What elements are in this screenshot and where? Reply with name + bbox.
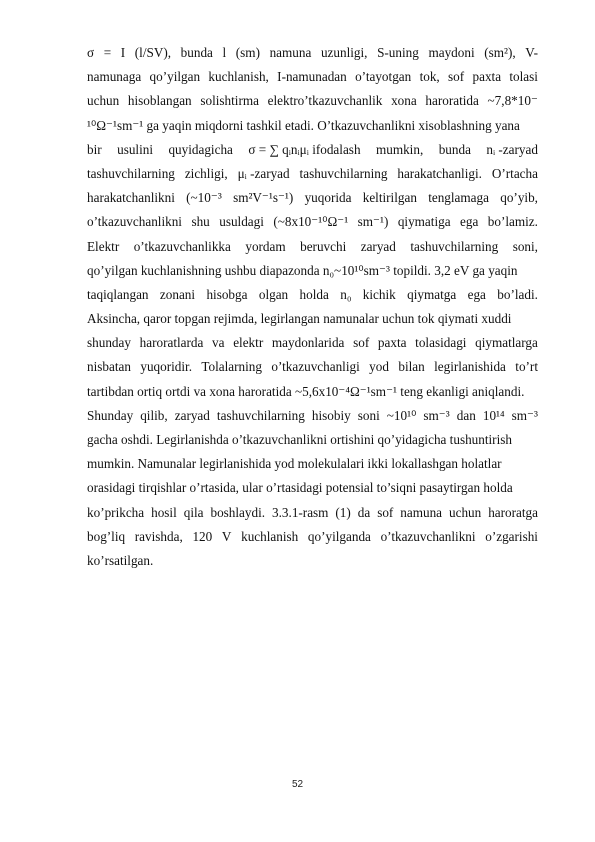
word: mumkin, bbox=[375, 141, 424, 157]
word: maydoni bbox=[428, 45, 475, 60]
word: o’zgarishi bbox=[485, 528, 538, 544]
text-line bbox=[87, 138, 538, 162]
word: namuna bbox=[400, 504, 443, 520]
word: boshlaydi. bbox=[210, 504, 266, 520]
word: qo’yilgan kuchlanishning ushbu diapazonda n₀~10¹⁰sm⁻³ topildi. 3,2 eV ga yaqin bbox=[87, 262, 518, 278]
word: gacha oshdi. Legirlanishda o’tkazuvchanlikni ortishini qo’yidagicha tushuntirish bbox=[87, 432, 512, 447]
word: tashuvchilarning bbox=[410, 238, 499, 254]
word: qiymatga bbox=[407, 286, 457, 302]
word: n₀ bbox=[340, 286, 352, 302]
word: (sm²), bbox=[484, 45, 516, 60]
word: Aksincha, qaror topgan rejimda, legirlangan namunalar uchun tok qiymati xuddi bbox=[87, 311, 512, 327]
word: 120 bbox=[192, 528, 213, 544]
word: qila bbox=[183, 504, 204, 520]
word: Tolalarning bbox=[201, 359, 262, 375]
text-line bbox=[87, 186, 538, 210]
word: hosil bbox=[151, 504, 177, 520]
word: soni, bbox=[512, 238, 538, 254]
word: (~10⁻³ bbox=[186, 190, 222, 206]
word: nᵢ -zaryad bbox=[486, 141, 538, 157]
word: keltirilgan bbox=[362, 190, 417, 206]
word: I bbox=[120, 45, 126, 60]
word: uchun bbox=[449, 504, 482, 520]
text-line bbox=[87, 114, 538, 138]
page-number: 52 bbox=[291, 779, 304, 790]
word: maydonlarida bbox=[271, 335, 345, 351]
text-line bbox=[87, 380, 538, 404]
word: tashuvchilarning bbox=[87, 165, 175, 181]
word: 3.3.1-rasm bbox=[272, 504, 329, 520]
text-line bbox=[87, 235, 538, 259]
word: V- bbox=[525, 45, 538, 60]
word: zaryad bbox=[360, 238, 396, 254]
word: hisoblangan bbox=[127, 93, 192, 109]
text-line bbox=[87, 476, 538, 500]
word: tashuvchilarning bbox=[216, 407, 305, 423]
word: Shunday bbox=[87, 407, 134, 423]
word: (1) bbox=[335, 504, 351, 520]
text-line bbox=[87, 525, 538, 549]
word: beruvchi bbox=[300, 238, 347, 254]
word: tashuvchilarning bbox=[299, 165, 388, 181]
word: σ bbox=[87, 45, 95, 60]
word: sof bbox=[353, 335, 370, 351]
word: 10¹⁴ bbox=[482, 407, 505, 423]
word: zichligi, bbox=[184, 165, 228, 181]
word: ega bbox=[467, 286, 486, 302]
text-line bbox=[87, 283, 538, 307]
word: yuqoridir. bbox=[140, 359, 192, 375]
text-line bbox=[87, 307, 538, 331]
word: o’tkazuvchanlikni bbox=[380, 528, 476, 544]
word: uchun bbox=[87, 93, 120, 109]
text-line bbox=[87, 331, 538, 355]
word: Elektr bbox=[87, 238, 120, 254]
word: μᵢ -zaryad bbox=[237, 165, 290, 181]
word: quyidagicha bbox=[168, 141, 233, 157]
text-line bbox=[87, 549, 538, 573]
text-line bbox=[87, 41, 538, 65]
word: tenglamaga bbox=[428, 190, 489, 206]
word: bir bbox=[87, 141, 102, 157]
word: o’tayotgan bbox=[355, 69, 412, 85]
word: qo’yilganda bbox=[307, 528, 371, 544]
word: qiymatiga bbox=[397, 214, 451, 230]
body-paragraph bbox=[87, 41, 538, 573]
word: I-namunadan bbox=[277, 69, 347, 85]
word: haroratga bbox=[488, 504, 538, 520]
word: haroratlarda bbox=[139, 335, 204, 351]
word: kuchlanish bbox=[241, 528, 299, 544]
word: holda bbox=[299, 286, 329, 302]
word: qiymatlarga bbox=[475, 335, 538, 351]
word: o’tkazuvchanlikka bbox=[133, 238, 231, 254]
word: yordam bbox=[245, 238, 286, 254]
word: dan bbox=[456, 407, 476, 423]
word: orasidagi tirqishlar o’rtasida, ular o’rtasidagi potensial to’siqni pasaytirgan holda bbox=[87, 480, 513, 496]
word: qilib, bbox=[140, 407, 168, 423]
word: solishtirma bbox=[200, 93, 259, 109]
text-line bbox=[87, 452, 538, 476]
word: haroratida bbox=[425, 93, 479, 109]
word: sof bbox=[377, 504, 394, 520]
text-line bbox=[87, 404, 538, 428]
word: S-uning bbox=[377, 45, 419, 60]
word: bilan bbox=[398, 359, 425, 375]
word: harakatchanlikni bbox=[87, 190, 175, 206]
word: ega bbox=[460, 214, 479, 230]
word: (sm) bbox=[235, 45, 260, 60]
word: legirlanishida bbox=[434, 359, 506, 375]
word: taqiqlangan bbox=[87, 286, 149, 302]
word: ¹⁰Ω⁻¹sm⁻¹ ga yaqin miqdorni tashkil etadi. O’tkazuvchanlikni xisoblashning yana bbox=[87, 117, 520, 133]
word: xona bbox=[391, 93, 417, 109]
word: O’rtacha bbox=[491, 165, 538, 181]
word: uzunligi, bbox=[320, 45, 368, 60]
text-line bbox=[87, 65, 538, 89]
word: bog’liq bbox=[87, 528, 126, 544]
word: shu bbox=[191, 214, 210, 230]
text-line bbox=[87, 428, 538, 452]
word: (l/SV), bbox=[134, 45, 172, 60]
word: qo’yib, bbox=[500, 190, 538, 206]
word: zaryad bbox=[174, 407, 210, 423]
word: paxta bbox=[377, 335, 407, 351]
word: qo’yilgan bbox=[149, 69, 201, 85]
word: tolasi bbox=[509, 69, 538, 85]
text-line bbox=[87, 210, 538, 234]
word: hisobga bbox=[206, 286, 248, 302]
word: sm²V⁻¹s⁻¹) bbox=[233, 190, 294, 206]
word: o’tkazuvchanlikni bbox=[87, 214, 182, 230]
text-line bbox=[87, 162, 538, 186]
word: mumkin. Namunalar legirlanishida yod molekulalari ikki lokallashgan holatlar bbox=[87, 456, 502, 472]
word: ravishda, bbox=[134, 528, 183, 544]
word: V bbox=[221, 528, 232, 544]
word: ~10¹⁰ bbox=[386, 407, 417, 423]
word: harakatchanligi. bbox=[397, 165, 482, 181]
word: o’tkazuvchanligi bbox=[271, 359, 360, 375]
word: ko’rsatilgan. bbox=[87, 552, 154, 568]
word: zonani bbox=[159, 286, 196, 302]
word: to’rt bbox=[515, 359, 538, 375]
word: usulini bbox=[117, 141, 153, 157]
word: yod bbox=[369, 359, 389, 375]
word: elektr bbox=[233, 335, 264, 351]
word: sof bbox=[448, 69, 465, 85]
text-line bbox=[87, 501, 538, 525]
word: va bbox=[212, 335, 225, 351]
word: kuchlanish, bbox=[208, 69, 269, 85]
word: namunaga bbox=[87, 69, 142, 85]
word: ko’prikcha bbox=[87, 504, 145, 520]
word: l bbox=[222, 45, 227, 60]
text-line bbox=[87, 355, 538, 379]
text-line bbox=[87, 259, 538, 283]
word: sm⁻³ bbox=[423, 407, 450, 423]
word: tolasidagi bbox=[415, 335, 467, 351]
word: = bbox=[103, 45, 112, 60]
word: tartibdan ortiq ortdi va xona haroratida ~5,6x10⁻⁴Ω⁻¹sm⁻¹ teng ekanligi aniqlandi. bbox=[87, 383, 525, 399]
word: shunday bbox=[87, 335, 131, 351]
word: bo’lamiz. bbox=[487, 214, 538, 230]
word: nisbatan bbox=[87, 359, 131, 375]
word: elektro’tkazuvchanlik bbox=[267, 93, 383, 109]
word: olgan bbox=[258, 286, 289, 302]
word: da bbox=[357, 504, 371, 520]
word: namuna bbox=[269, 45, 312, 60]
word: usuldagi bbox=[219, 214, 264, 230]
word: bunda bbox=[180, 45, 213, 60]
word: σ = ∑ qᵢnᵢμᵢ ifodalash bbox=[248, 141, 361, 157]
word: (~8x10⁻¹⁰Ω⁻¹ bbox=[273, 214, 349, 230]
word: bo’ladi. bbox=[497, 286, 538, 302]
word: hisobiy bbox=[311, 407, 351, 423]
word: soni bbox=[357, 407, 380, 423]
word: kichik bbox=[362, 286, 396, 302]
text-line bbox=[87, 89, 538, 113]
word: sm⁻¹) bbox=[357, 214, 389, 230]
word: sm⁻³ bbox=[511, 407, 538, 423]
word: ~7,8*10⁻ bbox=[487, 93, 538, 109]
word: paxta bbox=[472, 69, 502, 85]
word: bunda bbox=[438, 141, 471, 157]
word: tok, bbox=[419, 69, 440, 85]
word: yuqorida bbox=[304, 190, 352, 206]
